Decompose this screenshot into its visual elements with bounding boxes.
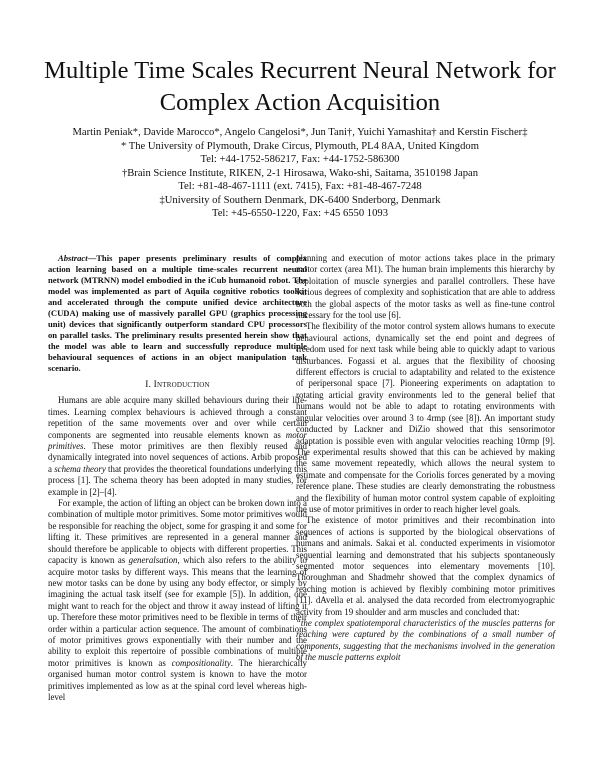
paper-title: [30, 55, 570, 119]
affiliation-3: ‡University of Southern Denmark, DK-6400 Snderborg, Denmark: [159, 194, 441, 206]
left-column: [48, 253, 307, 703]
right-quote: “the complex spatiotemporal characteristics of the muscles patterns for reaching were captured by the combinations of a small number of components, suggesting that the mechanisms involved in the generation of the muscle patterns exploit: [296, 618, 555, 663]
right-paragraph-existence: The existence of motor primitives and their recombination into sequences of actions is supported by the biological observations of humans and animals. Sakai et al. conducted experiments in visiomotor sequential learning and demonstrated that his subjects spontaneously segmented motor sequences into elementary movements [10]. Thoroughman and Shadmehr showed that the complex dynamics of reaching motion is achieved by flexibly combining motor primitives [11]. dAvella et al. analysed the data recorded from electromyographic activity from 19 shoulder and arm muscles and concluded that:: [296, 515, 555, 617]
right-paragraph-flexibility: The flexibility of the motor control system allows humans to execute behavioural actions, dynamically set the end point and degrees of freedom used for next task while being able to quickly adapt to various disturbances. Fogassi et al. argues that the flexibility of choosing different effectors is crucial to adaptability and related to the existence of peripersonal space [7]. Pioneering experiments on adaptation to rotating articial gravity environments led to the general belief that humans would not be able to adapt to rotating environments with angular velocities over around 3 to 4rmp (see [8]). An important study conducted by Lackner and DiZio showed that this sensorimotor adaptation is possible even with angular velocities reaching 10rmp [9]. The experimental results showed that this can be achieved by making the same movement repeatedly, which allows the neural system to estimate and compensate for the Coriolis forces generated by a moving reference plane. These studies are clearly demonstrating the robustness and the flexibility of human motor control system capable of exploiting the use of motor primitives in order to reach higher level goals.: [296, 321, 555, 514]
abstract: [48, 253, 307, 374]
right-paragraph-continued: planning and execution of motor actions takes place in the primary motor cortex (area M1). The human brain implements this hierarchy by exploitation of muscle synergies and parallel controllers. These have various degrees of complexity and sophistication that are able to address both the global aspects of the motor tasks as well as fine-tune control necessary for the tool use [6].: [296, 253, 555, 321]
intro-paragraph-2: For example, the action of lifting an object can be broken down into a combination of multiple motor primitives. Some motor primitives would be responsible for reaching the object, some for grasping it and some for lifting it. These primitives are represented in a general manner and should therefore be applicable to objects with different properties. This capacity is known as generalsation, which also refers to the ability to acquire motor tasks by different ways. This means that the learning of new motor tasks can be done by using any body effector, or simply by imagining the actual task itself (see for example [5]). In addition, one might want to reach for the object and throw it away instead of lifting it up. Therefore these motor primitives need to be flexible in terms of their order within a particular action sequence. The amount of combinations of motor primitives grows exponentially with their number and the ability to exploit this repertoire of possible combinations of multiple motor primitives is known as compositionality. The hierarchically organised human motor control system is known to have the motor primitives implemented as low as at the spinal cord level whereas high-level: [48, 498, 307, 702]
affiliation-2-tel: Tel: +81-48-467-1111 (ext. 7415), Fax: +81-48-467-7248: [178, 181, 422, 192]
abstract-label: Abstract: [58, 253, 88, 263]
affiliation-1-tel: Tel: +44-1752-586217, Fax: +44-1752-586300: [200, 154, 400, 165]
affiliation-3-tel: Tel: +45-6550-1220, Fax: +45 6550 1093: [212, 208, 388, 219]
affiliation-1: * The University of Plymouth, Drake Circus, Plymouth, PL4 8AA, United Kingdom: [121, 140, 479, 152]
section-heading-introduction: I. Introduction: [145, 380, 210, 390]
right-column: [296, 253, 555, 664]
title-line-1: Multiple Time Scales Recurrent Neural Network for: [44, 57, 556, 84]
author-names: Martin Peniak*, Davide Marocco*, Angelo Cangelosi*, Jun Tani†, Yuichi Yamashita† and Kerstin Fischer‡: [72, 127, 528, 138]
title-line-2: Complex Action Acquisition: [159, 89, 441, 116]
abstract-text: —This paper presents preliminary results of complex action learning based on a multiple time-scales recurrent neural network (MTRNN) model embodied in the iCub humanoid robot. The model was implemented as part of Aquila cognitive robotics toolkit and accelerated through the compute unified device architecture (CUDA) making use of massively parallel GPU (graphics processing unit) devices that significantly outperform standard CPU processors on parallel tasks. The preliminary results presented herein show that the model was able to learn and successfully reproduce multiple behavioural sequences of actions in an object manipulation task scenario.: [48, 253, 307, 373]
affiliation-2: †Brain Science Institute, RIKEN, 2-1 Hirosawa, Wako-shi, Saitama, 3510198 Japan: [121, 167, 479, 179]
intro-paragraph-1: Humans are able acquire many skilled behaviours during their life-times. Learning complex behaviours is achieved through a constant repetition of the same movements over and over while certain components are segmented into reusable elements known as motor primitives. These motor primitives are then flexibly reused and dynamically integrated into novel sequences of actions. Arbib proposed a schema theory that provides the theoretical foundations underlying this process [1]. The schema theory has been adopted in many studies, for example in [2]–[4].: [48, 395, 307, 497]
author-block: [20, 126, 580, 221]
